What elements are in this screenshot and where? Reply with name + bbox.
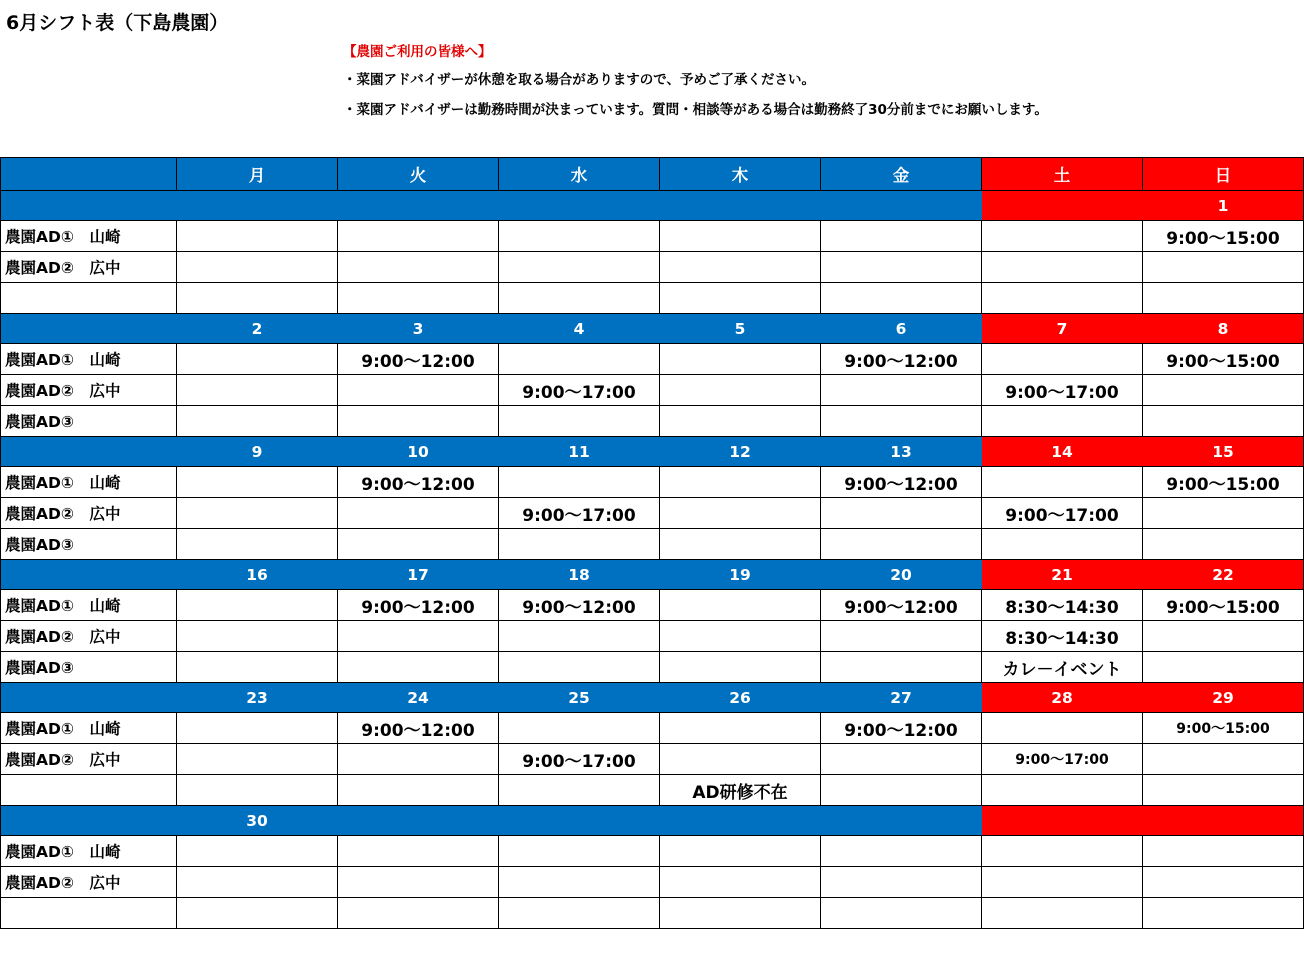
shift-cell [499,867,660,898]
shift-cell [177,775,338,806]
date-cell: 28 [982,683,1143,713]
shift-cell [499,898,660,929]
staff-label: 農園AD② 広中 [1,621,177,652]
staff-row [1,652,1304,683]
week-label-cell [1,560,177,590]
week-label-cell [1,437,177,467]
staff-row [1,867,1304,898]
shift-table [0,157,1304,929]
staff-label [1,898,177,929]
shift-cell [660,406,821,437]
shift-cell [1143,898,1304,929]
week-date-row [1,191,1304,221]
shift-cell [338,621,499,652]
shift-cell: 8:30～14:30 [982,590,1143,621]
staff-row [1,898,1304,929]
week-label-cell [1,806,177,836]
shift-cell [177,867,338,898]
shift-cell [821,529,982,560]
staff-row [1,406,1304,437]
shift-cell [177,498,338,529]
date-cell: 26 [660,683,821,713]
shift-cell [177,529,338,560]
shift-cell [660,344,821,375]
date-cell: 2 [177,314,338,344]
shift-cell [499,344,660,375]
staff-row [1,375,1304,406]
date-cell: 22 [1143,560,1304,590]
day-header: 木 [660,158,821,191]
date-cell: 4 [499,314,660,344]
shift-cell [499,713,660,744]
shift-cell [177,252,338,283]
shift-cell: 9:00～17:00 [982,375,1143,406]
notice-line-break: ・菜園アドバイザーが休憩を取る場合がありますので、予めご了承ください。 [343,72,815,88]
shift-cell [821,652,982,683]
staff-label: 農園AD③ [1,652,177,683]
date-cell [338,191,499,221]
day-header: 水 [499,158,660,191]
day-header: 金 [821,158,982,191]
shift-cell [499,252,660,283]
staff-label [1,283,177,314]
shift-cell [660,898,821,929]
shift-cell [177,344,338,375]
staff-label: 農園AD② 広中 [1,744,177,775]
date-cell [499,806,660,836]
day-header: 土 [982,158,1143,191]
shift-cell [1143,529,1304,560]
shift-cell [1143,252,1304,283]
header-corner [1,158,177,191]
shift-cell [982,529,1143,560]
date-cell: 18 [499,560,660,590]
shift-cell [821,836,982,867]
shift-cell [177,744,338,775]
shift-cell [660,498,821,529]
shift-cell [499,621,660,652]
date-cell: 16 [177,560,338,590]
date-cell: 1 [1143,191,1304,221]
day-header: 火 [338,158,499,191]
date-cell [982,191,1143,221]
shift-cell: 9:00～17:00 [499,744,660,775]
shift-cell [338,867,499,898]
shift-cell [821,406,982,437]
date-cell: 14 [982,437,1143,467]
shift-cell [982,713,1143,744]
shift-cell [982,836,1143,867]
shift-cell [177,652,338,683]
date-cell: 13 [821,437,982,467]
shift-cell: 9:00～15:00 [1143,590,1304,621]
date-cell: 23 [177,683,338,713]
shift-cell [1143,498,1304,529]
shift-cell: 9:00～12:00 [821,467,982,498]
page-title: 6月シフト表（下島農園） [6,12,229,34]
shift-cell: 9:00～12:00 [338,344,499,375]
date-cell: 8 [1143,314,1304,344]
shift-cell [660,375,821,406]
staff-row [1,283,1304,314]
shift-cell [1143,621,1304,652]
shift-cell [821,621,982,652]
shift-cell [1143,775,1304,806]
staff-label: 農園AD② 広中 [1,252,177,283]
shift-cell [499,652,660,683]
day-header: 月 [177,158,338,191]
shift-cell [338,836,499,867]
day-header-row [1,158,1304,191]
date-cell [982,806,1143,836]
date-cell: 27 [821,683,982,713]
shift-cell [1143,867,1304,898]
shift-cell [821,744,982,775]
day-header: 日 [1143,158,1304,191]
staff-row [1,590,1304,621]
staff-row [1,344,1304,375]
staff-row [1,621,1304,652]
date-cell: 9 [177,437,338,467]
date-cell: 25 [499,683,660,713]
shift-cell [499,529,660,560]
week-date-row [1,683,1304,713]
week-label-cell [1,191,177,221]
shift-cell: AD研修不在 [660,775,821,806]
shift-cell [177,375,338,406]
shift-cell [982,344,1143,375]
shift-cell [821,775,982,806]
shift-cell: 9:00～17:00 [499,498,660,529]
shift-cell [499,283,660,314]
staff-row [1,498,1304,529]
staff-row [1,252,1304,283]
shift-cell [1143,744,1304,775]
shift-cell [1143,652,1304,683]
notice-heading: 【農園ご利用の皆様へ】 [343,44,492,60]
staff-label: 農園AD① 山崎 [1,836,177,867]
shift-cell [499,406,660,437]
shift-cell: 9:00～12:00 [338,590,499,621]
shift-cell [338,283,499,314]
week-date-row [1,437,1304,467]
shift-cell: 9:00～17:00 [499,375,660,406]
shift-cell [338,898,499,929]
notice-line-hours: ・菜園アドバイザーは勤務時間が決まっています。質問・相談等がある場合は勤務終了30分前までにお願いします。 [343,102,1048,118]
shift-cell [338,375,499,406]
shift-cell: 9:00～15:00 [1143,221,1304,252]
shift-cell [338,529,499,560]
staff-label: 農園AD② 広中 [1,375,177,406]
date-cell [499,191,660,221]
notice-block [343,42,1048,128]
shift-cell [1143,375,1304,406]
staff-label: 農園AD① 山崎 [1,344,177,375]
date-cell: 15 [1143,437,1304,467]
shift-cell [821,375,982,406]
staff-label: 農園AD② 広中 [1,867,177,898]
staff-label: 農園AD① 山崎 [1,467,177,498]
shift-cell [177,467,338,498]
shift-cell [177,898,338,929]
staff-label: 農園AD① 山崎 [1,713,177,744]
staff-label [1,775,177,806]
date-cell: 7 [982,314,1143,344]
shift-cell [660,867,821,898]
shift-cell [1143,406,1304,437]
shift-cell [660,221,821,252]
shift-cell: 9:00～15:00 [1143,344,1304,375]
staff-row [1,744,1304,775]
shift-cell [499,775,660,806]
shift-cell [660,252,821,283]
date-cell [821,806,982,836]
staff-label: 農園AD② 広中 [1,498,177,529]
shift-cell [982,775,1143,806]
shift-cell [660,744,821,775]
staff-row [1,775,1304,806]
date-cell [660,806,821,836]
week-date-row [1,806,1304,836]
staff-row [1,467,1304,498]
shift-cell [821,898,982,929]
date-cell: 10 [338,437,499,467]
shift-cell [660,621,821,652]
staff-label: 農園AD① 山崎 [1,590,177,621]
date-cell: 30 [177,806,338,836]
date-cell [1143,806,1304,836]
staff-label: 農園AD③ [1,406,177,437]
date-cell: 11 [499,437,660,467]
date-cell: 24 [338,683,499,713]
date-cell: 6 [821,314,982,344]
shift-cell [1143,836,1304,867]
date-cell [338,806,499,836]
shift-cell [982,252,1143,283]
date-cell [177,191,338,221]
date-cell [821,191,982,221]
shift-cell [982,221,1143,252]
shift-cell [338,252,499,283]
shift-cell: 8:30～14:30 [982,621,1143,652]
shift-cell [177,621,338,652]
shift-cell [338,775,499,806]
shift-cell [821,221,982,252]
shift-cell [821,867,982,898]
date-cell: 5 [660,314,821,344]
shift-cell [177,836,338,867]
shift-cell [821,498,982,529]
shift-cell [982,898,1143,929]
shift-cell [660,652,821,683]
shift-cell [177,590,338,621]
shift-cell [660,590,821,621]
date-cell: 3 [338,314,499,344]
shift-cell: 9:00～12:00 [821,713,982,744]
shift-cell [177,713,338,744]
shift-cell [499,836,660,867]
shift-cell [660,836,821,867]
date-cell: 17 [338,560,499,590]
shift-cell [660,467,821,498]
shift-cell [338,221,499,252]
shift-cell [982,467,1143,498]
shift-cell [338,652,499,683]
date-cell: 19 [660,560,821,590]
shift-cell: 9:00～12:00 [821,590,982,621]
shift-cell [177,221,338,252]
date-cell [660,191,821,221]
shift-cell [821,283,982,314]
staff-row [1,713,1304,744]
shift-cell [177,283,338,314]
shift-cell [821,252,982,283]
shift-cell: 9:00～12:00 [499,590,660,621]
week-date-row [1,560,1304,590]
week-label-cell [1,683,177,713]
week-date-row [1,314,1304,344]
shift-cell: 9:00～12:00 [338,713,499,744]
shift-cell [660,713,821,744]
shift-cell: カレ－イベント [982,652,1143,683]
shift-cell [338,498,499,529]
week-label-cell [1,314,177,344]
shift-cell [177,406,338,437]
shift-cell: 9:00～15:00 [1143,467,1304,498]
shift-cell [660,529,821,560]
date-cell: 12 [660,437,821,467]
date-cell: 29 [1143,683,1304,713]
shift-cell [982,283,1143,314]
shift-cell [1143,283,1304,314]
shift-cell [982,406,1143,437]
shift-cell: 9:00～12:00 [821,344,982,375]
shift-cell [499,221,660,252]
staff-row [1,836,1304,867]
date-cell: 21 [982,560,1143,590]
shift-cell [338,406,499,437]
shift-cell [499,467,660,498]
shift-cell: 9:00～12:00 [338,467,499,498]
staff-row [1,221,1304,252]
shift-cell [982,867,1143,898]
date-cell: 20 [821,560,982,590]
shift-cell: 9:00～15:00 [1143,713,1304,744]
staff-label: 農園AD① 山崎 [1,221,177,252]
staff-label: 農園AD③ [1,529,177,560]
staff-row [1,529,1304,560]
shift-cell: 9:00～17:00 [982,744,1143,775]
shift-cell [338,744,499,775]
shift-cell [660,283,821,314]
shift-cell: 9:00～17:00 [982,498,1143,529]
